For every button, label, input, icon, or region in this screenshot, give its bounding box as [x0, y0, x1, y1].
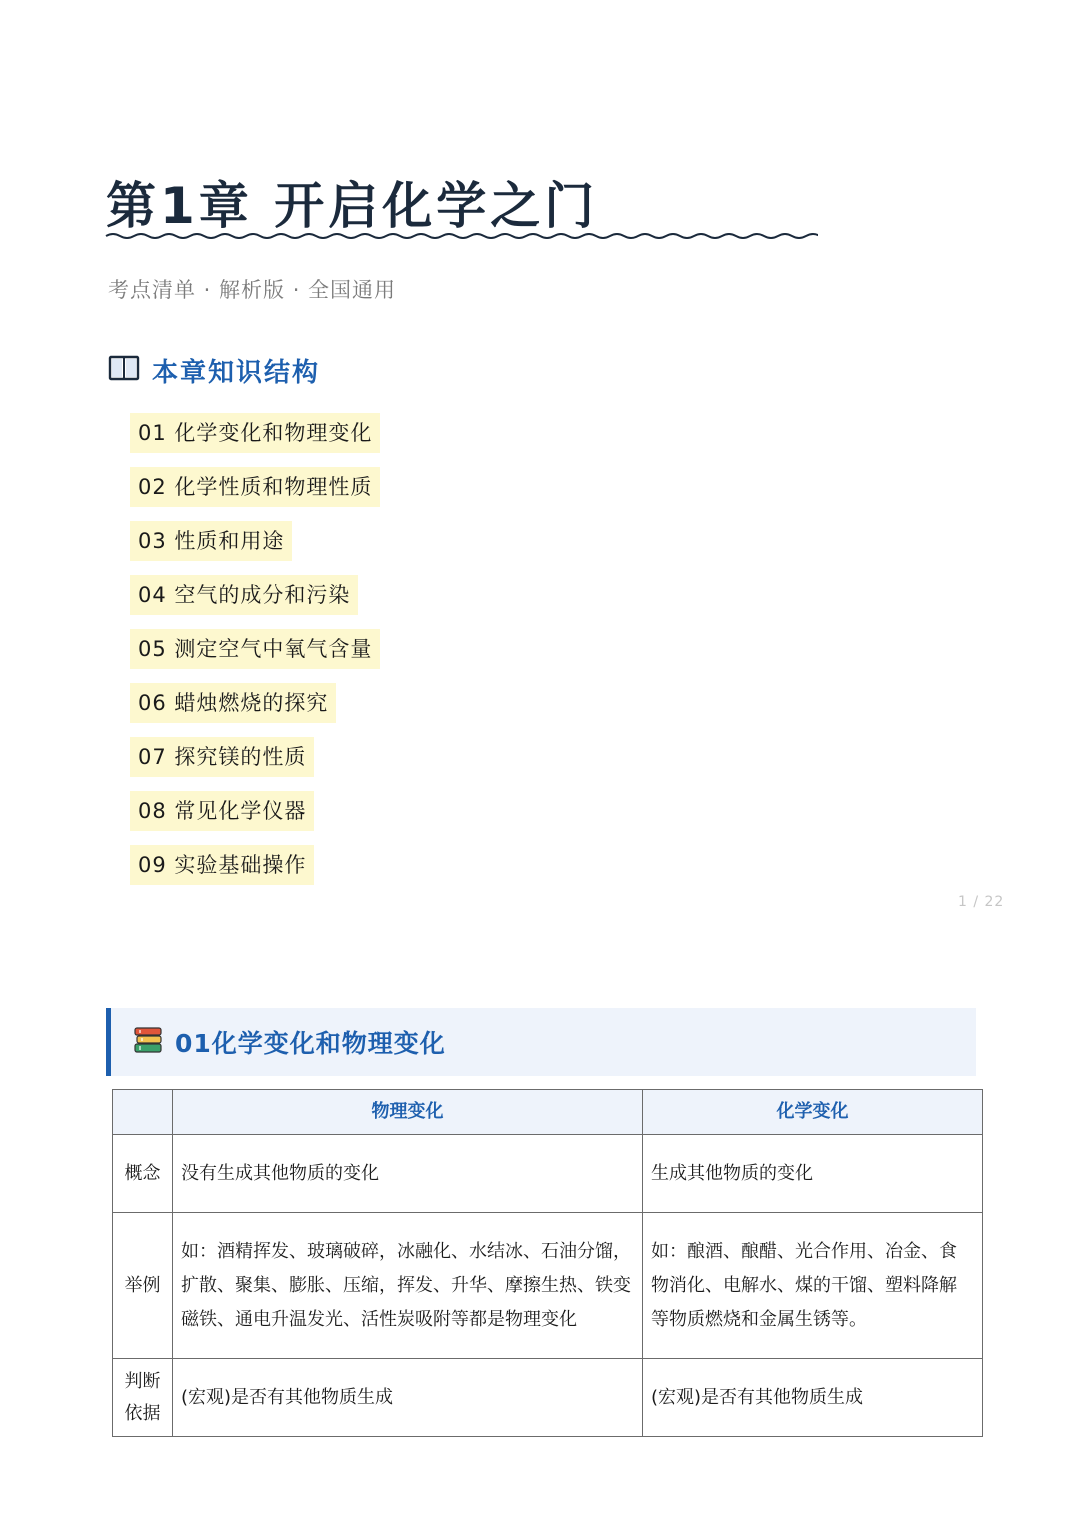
comparison-table	[112, 1089, 983, 1437]
subtitle: 考点清单 · 解析版 · 全国通用	[108, 278, 397, 302]
open-book-icon	[108, 354, 140, 386]
page-number: 1 / 22	[958, 894, 1005, 910]
toc-item[interactable]	[130, 683, 380, 737]
toc-item[interactable]	[130, 845, 380, 899]
section-heading-label: 本章知识结构	[152, 357, 321, 388]
toc-item-label[interactable]: 03 性质和用途	[130, 521, 292, 561]
knowledge-structure-heading	[108, 350, 320, 390]
table-row	[113, 1359, 983, 1437]
row-header-cell	[113, 1135, 173, 1213]
chapter-toc-list	[130, 413, 380, 899]
column-header-chemical: 化学变化	[643, 1090, 983, 1135]
table-cell-physical: 没有生成其他物质的变化	[173, 1135, 643, 1213]
wavy-divider	[104, 226, 818, 246]
section-banner	[106, 1008, 976, 1076]
toc-item-label[interactable]: 06 蜡烛燃烧的探究	[130, 683, 336, 723]
table-cell-chemical: (宏观)是否有其他物质生成	[643, 1359, 983, 1437]
toc-item[interactable]	[130, 791, 380, 845]
toc-item[interactable]	[130, 413, 380, 467]
toc-item-label[interactable]: 02 化学性质和物理性质	[130, 467, 380, 507]
toc-item[interactable]	[130, 575, 380, 629]
toc-item[interactable]	[130, 629, 380, 683]
table-corner-cell	[113, 1090, 173, 1135]
table-row	[113, 1135, 983, 1213]
toc-item-label[interactable]: 09 实验基础操作	[130, 845, 314, 885]
row-header-cell	[113, 1213, 173, 1359]
toc-item-label[interactable]: 05 测定空气中氧气含量	[130, 629, 380, 669]
books-stack-icon	[133, 1025, 163, 1059]
toc-item[interactable]	[130, 467, 380, 521]
row-header-cell	[113, 1359, 173, 1437]
toc-item-label[interactable]: 08 常见化学仪器	[130, 791, 314, 831]
chapter-title: 第1章 开启化学之门	[106, 177, 599, 235]
table-cell-chemical: 如：酿酒、酿醋、光合作用、冶金、食物消化、电解水、煤的干馏、塑料降解等物质燃烧和金属生锈等。	[643, 1213, 983, 1359]
row-header-label: 概念	[124, 1162, 161, 1184]
table-row	[113, 1213, 983, 1359]
toc-item[interactable]	[130, 737, 380, 791]
toc-item-label[interactable]: 07 探究镁的性质	[130, 737, 314, 777]
table-header-row	[113, 1090, 983, 1135]
table-cell-physical: 如：酒精挥发、玻璃破碎，冰融化、水结冰、石油分馏，扩散、聚集、膨胀、压缩，挥发、升华、摩擦生热、铁变磁铁、通电升温发光、活性炭吸附等都是物理变化	[173, 1213, 643, 1359]
toc-item[interactable]	[130, 521, 380, 575]
table-cell-physical: (宏观)是否有其他物质生成	[173, 1359, 643, 1437]
row-header-label: 举例	[124, 1274, 161, 1296]
toc-item-label[interactable]: 04 空气的成分和污染	[130, 575, 358, 615]
table-cell-chemical: 生成其他物质的变化	[643, 1135, 983, 1213]
column-header-physical: 物理变化	[173, 1090, 643, 1135]
section-banner-title: 01化学变化和物理变化	[175, 1029, 446, 1058]
row-header-label: 判断依据	[124, 1370, 161, 1424]
toc-item-label[interactable]: 01 化学变化和物理变化	[130, 413, 380, 453]
